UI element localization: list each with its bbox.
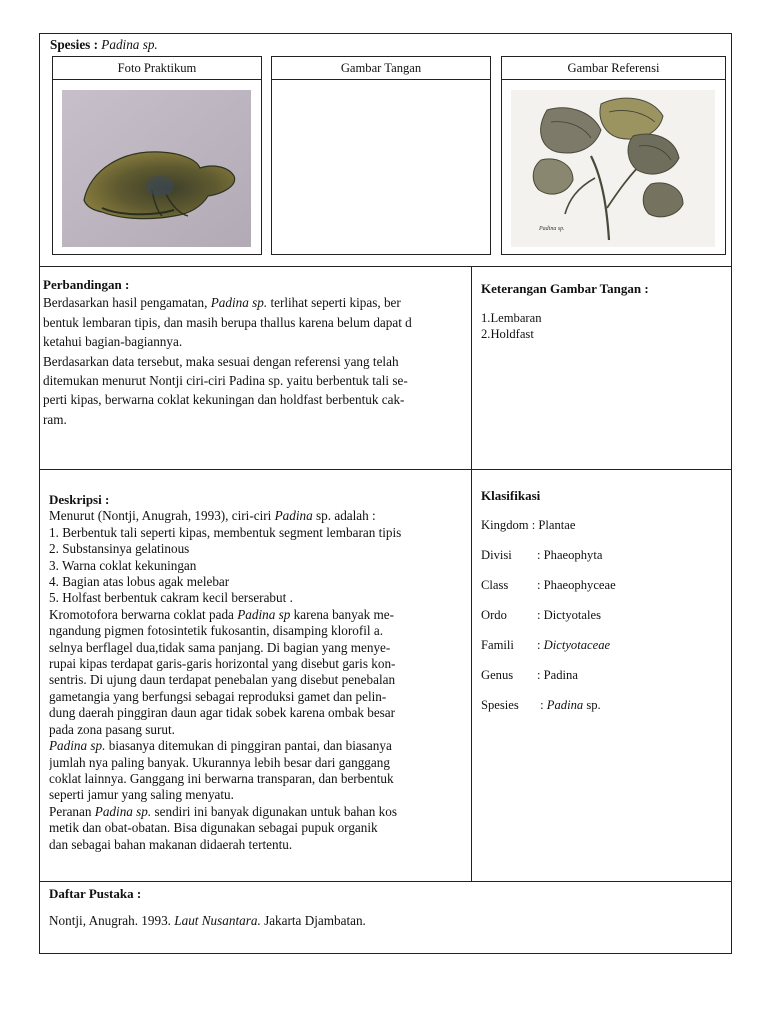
keterangan-heading: Keterangan Gambar Tangan :	[481, 281, 649, 296]
keterangan-item: 2.Holdfast	[481, 327, 534, 341]
klasifikasi-row: Kingdom : Plantae	[481, 518, 576, 533]
deskripsi-line: jumlah nya paling banyak. Ukurannya lebih besar dari ganggang	[49, 754, 390, 770]
klasifikasi-row: Genus : Padina	[481, 668, 578, 683]
gambar-tangan-cell	[271, 56, 491, 255]
deskripsi-line: pada zona pasang surut.	[49, 721, 175, 737]
deskripsi-line: sentris. Di ujung daun terdapat penebalan yang disebut penebalan	[49, 672, 396, 688]
perbandingan-line: bentuk lembaran tipis, dan masih berupa thallus karena belum dapat d	[43, 314, 412, 330]
gambar-referensi-title: Gambar Referensi	[567, 61, 660, 75]
daftar-pustaka-heading: Daftar Pustaka :	[49, 886, 142, 901]
deskripsi-line: 1. Berbentuk tali seperti kipas, membentuk segment lembaran tipis	[49, 524, 402, 540]
perbandingan-line: perti kipas, berwarna coklat kekuningan dan holdfast berbentuk cak-	[43, 392, 405, 408]
foto-praktikum-title: Foto Praktikum	[117, 61, 197, 75]
divider-row3	[39, 881, 732, 882]
gambar-tangan-title: Gambar Tangan	[340, 61, 422, 75]
klasifikasi-row: Famili : Dictyotaceae	[481, 638, 611, 653]
deskripsi-line: dan sebagai bahan makanan didaerah tertentu.	[49, 836, 293, 852]
deskripsi-line: 2. Substansinya gelatinous	[49, 541, 190, 557]
reference-caption: Padina sp.	[539, 226, 565, 232]
deskripsi-line: rupai kipas terdapat garis-garis horizontal yang disebut garis kon-	[49, 656, 396, 672]
foto-praktikum-photo	[62, 90, 251, 247]
divider-row1	[39, 266, 732, 267]
perbandingan-line: ditemukan menurut Nontji ciri-ciri Padina sp. yaitu berbentuk tali se-	[43, 373, 408, 389]
deskripsi-line: 4. Bagian atas lobus agak melebar	[49, 574, 230, 590]
keterangan-item: 1.Lembaran	[481, 311, 542, 325]
deskripsi-line: seperti jamur yang saling menyatu.	[49, 787, 234, 803]
perbandingan-line: Berdasarkan hasil pengamatan, Padina sp. terlihat seperti kipas, ber	[43, 295, 401, 311]
daftar-pustaka-reference: Nontji, Anugrah. 1993. Laut Nusantara. Jakarta Djambatan.	[49, 913, 366, 929]
perbandingan-line: ketahui bagian-bagiannya.	[43, 334, 183, 350]
species-title	[50, 37, 158, 53]
divider-row2	[39, 469, 732, 470]
deskripsi-line: coklat lainnya. Ganggang ini berwarna transparan, dan berbentuk	[49, 770, 394, 786]
deskripsi-line: gametangia yang berfungsi sebagai reproduksi gamet dan pelin-	[49, 688, 387, 704]
klasifikasi-row: Divisi : Phaeophyta	[481, 548, 603, 563]
deskripsi-section	[49, 492, 469, 853]
perbandingan-section	[43, 277, 469, 428]
daftar-pustaka-section	[49, 886, 366, 930]
keterangan-section	[481, 281, 649, 342]
species-name: Padina sp.	[101, 37, 158, 52]
species-label: Spesies :	[50, 37, 98, 52]
deskripsi-line: Padina sp. biasanya ditemukan di pinggiran pantai, dan biasanya	[49, 738, 392, 754]
gambar-referensi-illustration	[511, 90, 715, 247]
klasifikasi-row: Ordo : Dictyotales	[481, 608, 602, 623]
deskripsi-line: Menurut (Nontji, Anugrah, 1993), ciri-ciri Padina sp. adalah :	[49, 508, 376, 524]
perbandingan-line: ram.	[43, 411, 67, 427]
column-divider	[471, 266, 472, 881]
klasifikasi-section	[481, 488, 616, 713]
deskripsi-line: selnya berflagel dua,tidak sama panjang. Di bagian yang menye-	[49, 639, 391, 655]
deskripsi-line: Kromotofora berwarna coklat pada Padina sp karena banyak me-	[49, 606, 394, 622]
deskripsi-line: 3. Warna coklat kekuningan	[49, 557, 197, 573]
deskripsi-line: ngandung pigmen fotosintetik fukosantin, disamping klorofil a.	[49, 623, 384, 639]
klasifikasi-heading: Klasifikasi	[481, 488, 541, 503]
klasifikasi-row: Spesies : Padina sp.	[481, 698, 601, 713]
klasifikasi-row: Class : Phaeophyceae	[481, 578, 616, 593]
deskripsi-line: 5. Holfast berbentuk cakram kecil berserabut .	[49, 590, 293, 606]
deskripsi-line: Peranan Padina sp. sendiri ini banyak digunakan untuk bahan kos	[49, 803, 397, 819]
perbandingan-heading: Perbandingan :	[43, 277, 130, 292]
deskripsi-line: metik dan obat-obatan. Bisa digunakan sebagai pupuk organik	[49, 820, 378, 836]
perbandingan-line: Berdasarkan data tersebut, maka sesuai dengan referensi yang telah	[43, 353, 399, 369]
deskripsi-line: dung daerah pinggiran daun agar tidak sobek karena ombak besar	[49, 705, 396, 721]
deskripsi-heading: Deskripsi :	[49, 492, 110, 507]
